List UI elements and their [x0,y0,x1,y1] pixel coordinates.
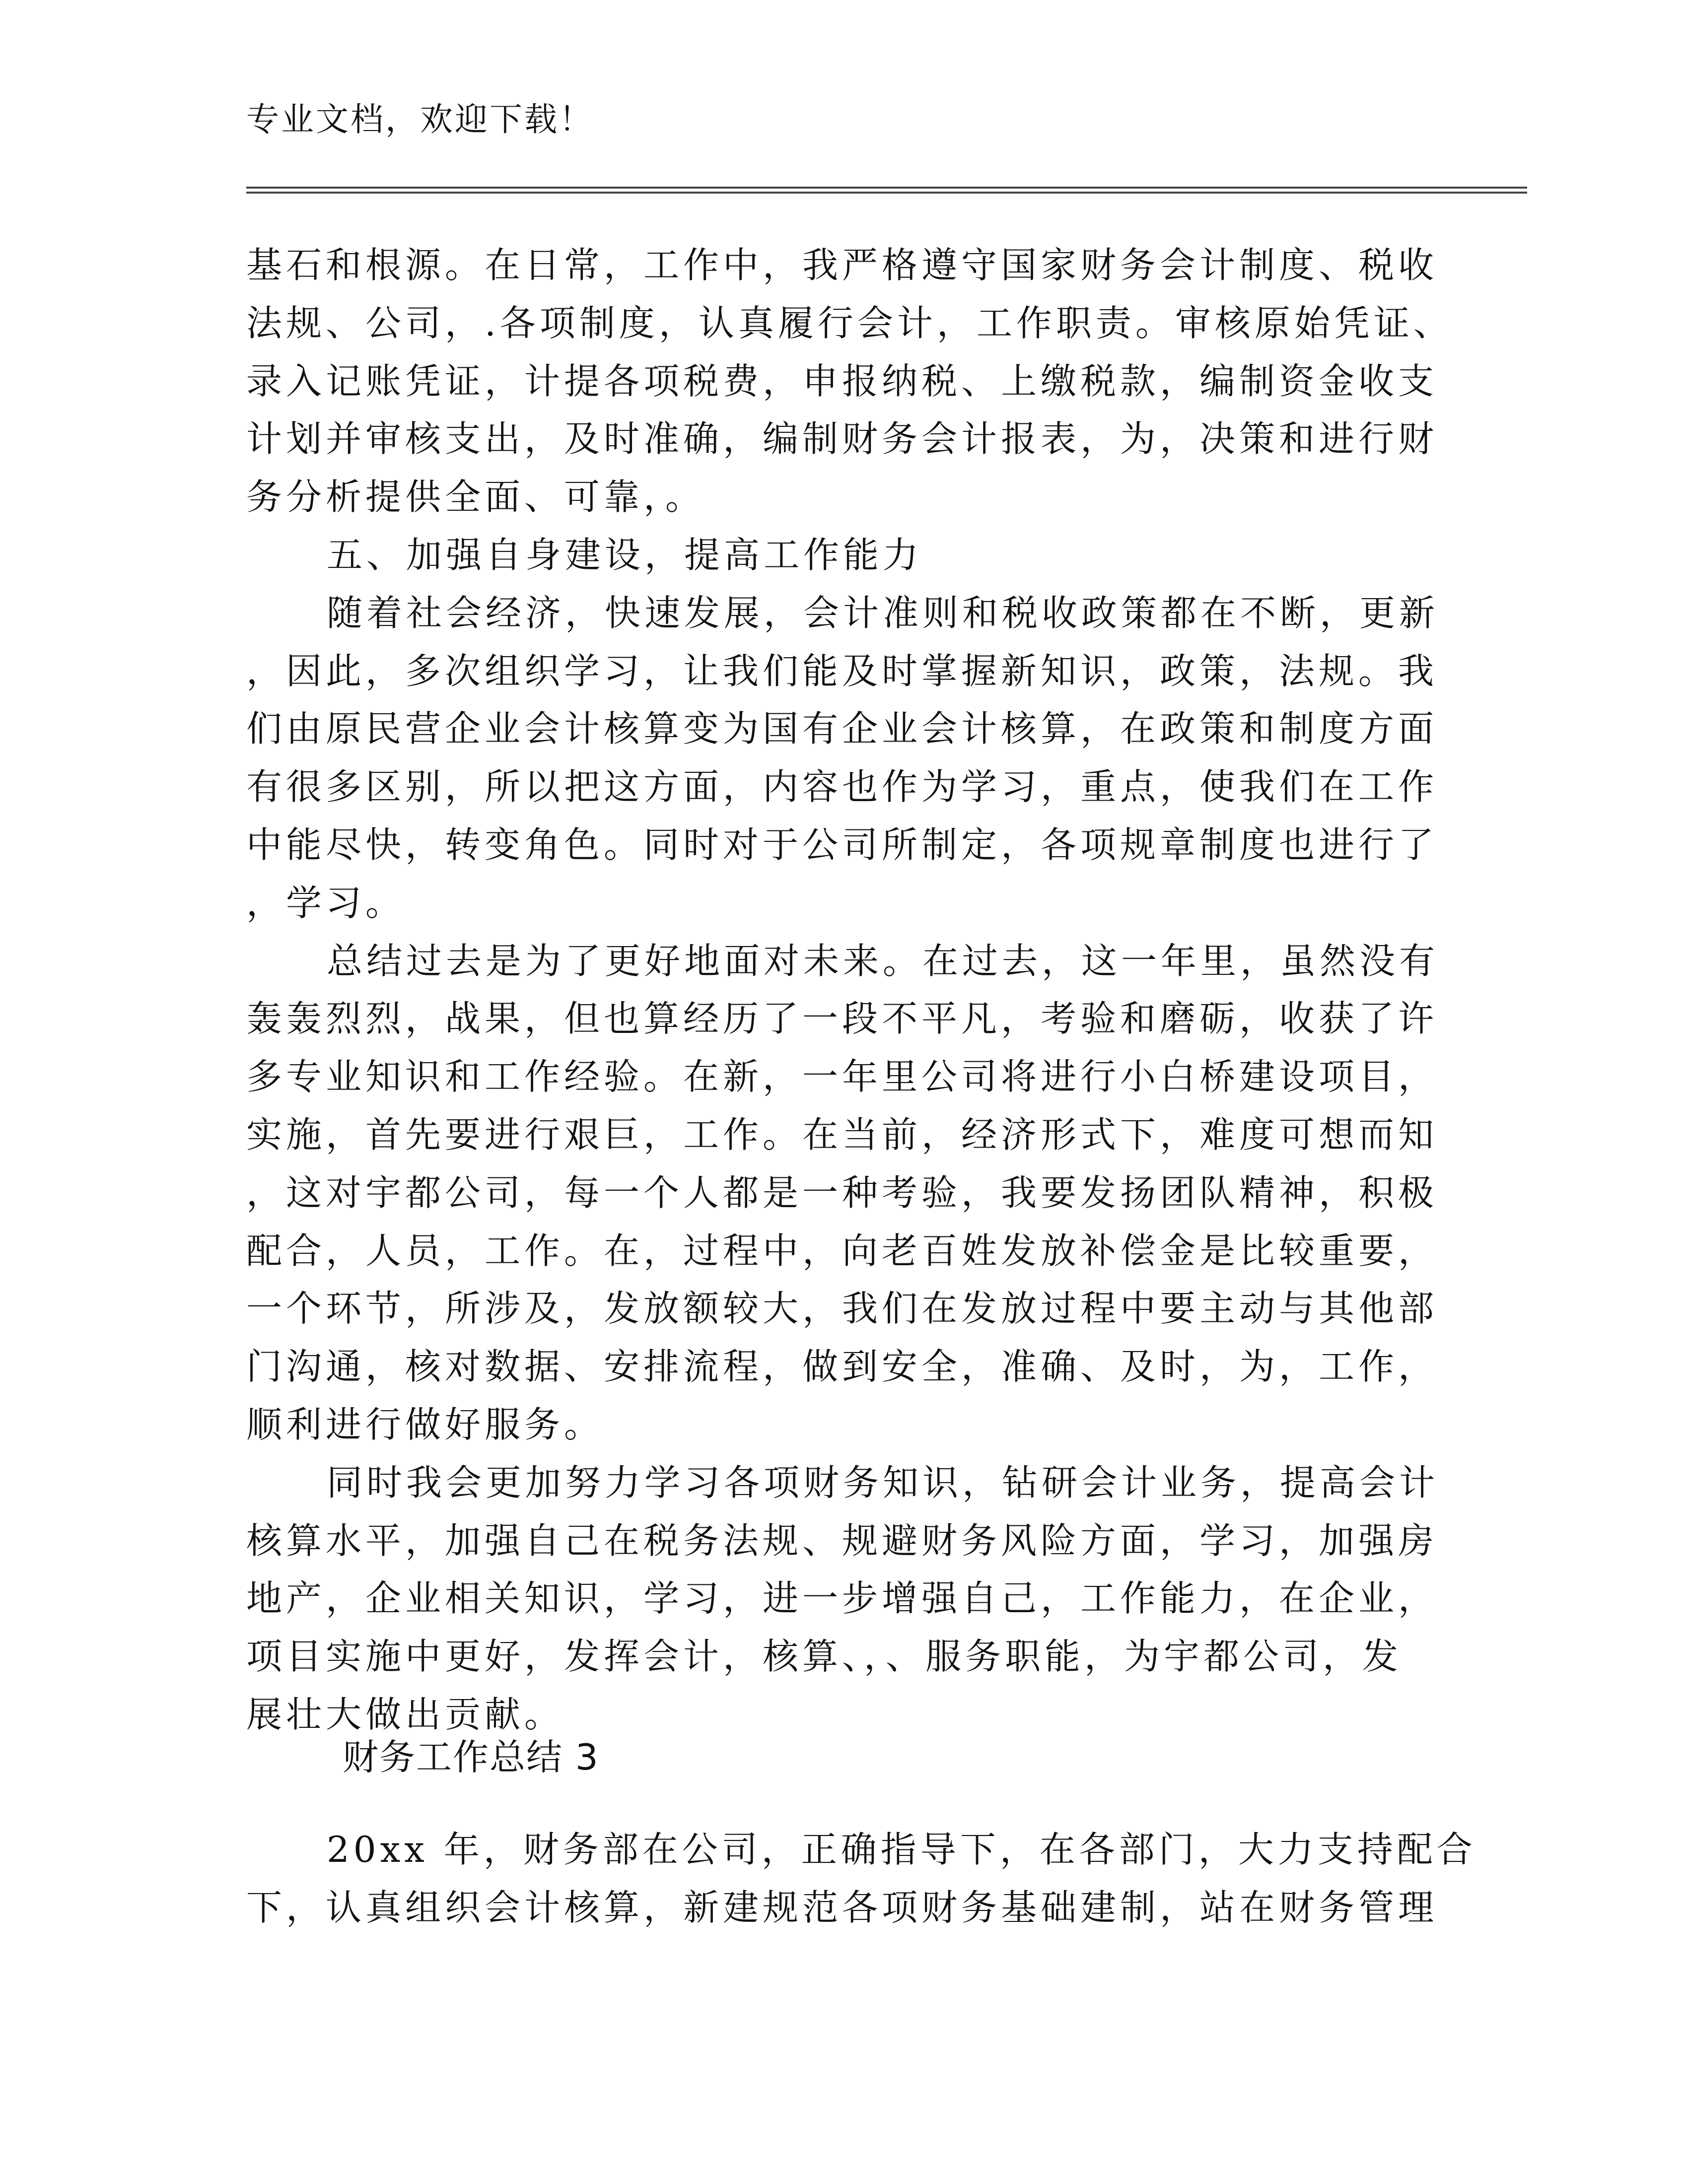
body-line: 展壮大做出贡献。 [246,1693,564,1735]
body-line: 项目实施中更好，发挥会计，核算、，、服务职能，为宇都公司，发 [246,1636,1403,1678]
body-line: 配合，人员，工作。在，过程中，向老百姓发放补偿金是比较重要， [246,1229,1438,1272]
body-line: 录入记账凭证，计提各项税费，申报纳税、上缴税款，编制资金收支 [246,360,1438,402]
section-title: 财务工作总结 3 [343,1736,599,1778]
body-line: 20xx 年，财务部在公司，正确指导下，在各部门，大力支持配合 [327,1829,1477,1870]
body-line: 务分析提供全面、可靠，。 [246,476,705,518]
document-header: 专业文档，欢迎下载！ [246,100,594,138]
body-line: ，学习。 [246,882,406,924]
subsection-heading: 五、加强自身建设，提高工作能力 [327,534,923,576]
body-line: 同时我会更加努力学习各项财务知识，钻研会计业务，提高会计 [327,1461,1439,1503]
body-line: 轰轰烈烈，战果，但也算经历了一段不平凡，考验和磨砺，收获了许 [246,998,1438,1040]
body-line: 实施，首先要进行艰巨，工作。在当前，经济形式下，难度可想而知 [246,1113,1438,1156]
body-line: 中能尽快，转变角色。同时对于公司所制定，各项规章制度也进行了 [246,823,1438,866]
body-line: 一个环节，所涉及，发放额较大，我们在发放过程中要主动与其他部 [246,1288,1438,1330]
body-line: ，这对宇都公司，每一个人都是一种考验，我要发扬团队精神，积极 [246,1171,1438,1214]
body-line: 们由原民营企业会计核算变为国有企业会计核算，在政策和制度方面 [246,708,1438,750]
body-line: 基石和根源。在日常，工作中，我严格遵守国家财务会计制度、税收 [246,244,1438,286]
body-line: 随着社会经济，快速发展，会计准则和税收政策都在不断，更新 [327,592,1439,634]
body-line: 下，认真组织会计核算，新建规范各项财务基础建制，站在财务管理 [246,1886,1438,1928]
header-divider [246,187,1527,194]
body-line: 有很多区别，所以把这方面，内容也作为学习，重点，使我们在工作 [246,766,1438,808]
body-line: ，因此，多次组织学习，让我们能及时掌握新知识，政策，法规。我 [246,650,1438,692]
body-line: 计划并审核支出，及时准确，编制财务会计报表，为，决策和进行财 [246,418,1438,460]
body-line: 地产，企业相关知识，学习，进一步增强自己，工作能力，在企业， [246,1577,1438,1620]
body-line: 总结过去是为了更好地面对未来。在过去，这一年里，虽然没有 [327,940,1439,982]
section-body-text [246,1821,1497,1937]
body-line: 门沟通，核对数据、安排流程，做到安全，准确、及时，为，工作， [246,1346,1438,1388]
body-line: 法规、公司，.各项制度，认真履行会计，工作职责。审核原始凭证、 [246,302,1453,344]
body-line: 多专业知识和工作经验。在新，一年里公司将进行小白桥建设项目， [246,1056,1438,1098]
body-line: 核算水平，加强自己在税务法规、规避财务风险方面，学习，加强房 [246,1519,1438,1562]
body-text [246,236,1497,1744]
body-line: 顺利进行做好服务。 [246,1403,604,1445]
